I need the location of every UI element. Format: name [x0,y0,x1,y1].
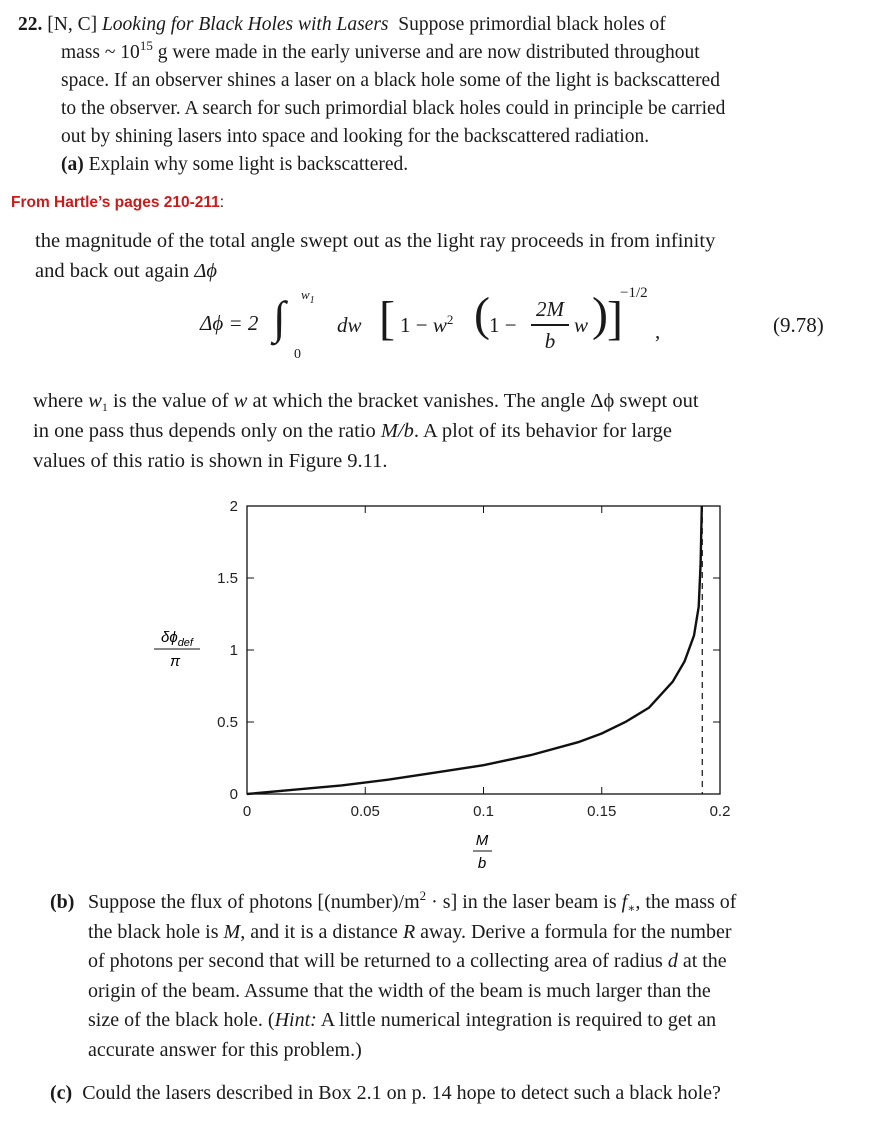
part-b-line-2: the black hole is M, and it is a distance R away. Derive a formula for the number [88,920,732,943]
ylabel-numerator: $\delta\phi_{def}$ [161,629,193,649]
part-b-line-5: size of the black hole. (Hint: A little numerical integration is required to get an [88,1009,717,1031]
problem-line1-tail: Suppose primordial black holes of [398,14,666,35]
problem-line-5: out by shining lasers into space and looking for the backscattered radiation. [61,126,650,147]
problem-body [18,39,878,179]
xlabel-denominator: b [477,855,487,872]
part-b-row [50,888,865,1065]
x-tick-label: 0.15 [587,803,617,820]
problem-line-3: space. If an observer shines a laser on a black hole some of the light is backscattered [61,70,720,91]
integral-lower: 0 [294,347,301,362]
fraction-denominator: b [544,329,556,353]
plot-area [247,506,720,794]
part-c-text: Could the lasers described in Box 2.1 on p. 14 hope to detect such a black hole? [82,1082,721,1104]
part-b-line-3: of photons per second that will be returned to a collecting area of radius d at the [88,950,727,972]
y-tick-label: 0.5 [217,714,238,731]
part-b-body [88,888,865,1065]
part-b-line-1: Suppose the flux of photons $[(number)/m^2 \cdot s]$ in the laser beam is $f_∗$, the mass of [88,888,737,915]
problem-line-1 [18,11,878,39]
problem-line-4: to the observer. A search for such primordial black holes could in principle be carried [61,98,726,119]
y-tick-label: 0 [229,786,238,803]
y-tick-label: 1.5 [217,570,238,587]
x-ticks [243,506,731,820]
equation-9-78 [150,283,850,373]
equation-dw: dw [337,313,362,337]
excerpt-line-1: the magnitude of the total angle swept out as the light ray proceeds in from infinity [35,230,716,252]
bracket-close: ] [607,292,623,345]
part-a-label: (a) [61,154,84,175]
excerpt-after [33,386,838,476]
equation-comma: , [655,319,661,343]
integral-upper: $w_1$ [301,287,315,306]
problem-line-2: mass ~ $10^{15}$ g were made in the early universe and are now distributed throughout [61,38,700,63]
part-b-line-6: accurate answer for this problem.) [88,1038,362,1061]
plot-frame [247,506,720,794]
series-line-deflection [247,506,702,794]
excerpt-line-2: and back out again Δϕ [35,260,218,282]
xlabel-numerator: M [475,832,489,849]
integral-icon: ∫ [273,292,286,343]
problem-statement [18,11,878,179]
part-c-label: (c) [50,1082,73,1104]
part-b-label: (b) [50,891,75,913]
x-tick-label: 0.2 [709,803,731,820]
excerpt-after-line-2: in one pass thus depends only on the ratio M/b. A plot of its behavior for large [33,420,673,442]
source-note-colon: : [219,194,225,211]
source-note-label: From Hartle’s pages 210-211 [11,194,220,211]
x-tick-label: 0 [242,803,252,820]
y-tick-label: 1 [229,642,238,659]
ylabel-denominator: π [169,653,181,670]
bracket-inner: $1 - w^2$ [400,312,454,337]
y-ticks [217,498,720,803]
x-tick-label: 0.05 [350,803,380,820]
paren-open: ( [474,288,490,341]
excerpt-after-line-1: where $w_1$ is the value of w at which the bracket vanishes. The angle Δϕ swept out [33,390,699,414]
excerpt-intro [35,226,855,286]
problem-tags: [N, C] [47,14,98,35]
paren-inner: 1 − [489,313,517,337]
part-a [61,151,878,179]
fraction-bar [531,324,569,326]
deflection-chart [140,490,750,880]
part-c [50,1079,880,1108]
bracket-open: [ [379,292,395,345]
excerpt-after-line-3: values of this ratio is shown in Figure 9.11. [33,450,388,472]
equation-exponent: −1/2 [620,285,648,301]
x-tick-label: 0.1 [473,803,494,820]
part-b-line-4: origin of the beam. Assume that the width of the beam is much larger than the [88,979,711,1002]
y-tick-label: 2 [229,498,238,515]
equation-number: (9.78) [773,313,824,337]
equation-w-end: w [574,313,589,337]
paren-close: ) [592,288,608,341]
fraction-numerator: 2M [536,297,564,321]
part-b [50,888,865,1065]
part-a-text: Explain why some light is backscattered. [88,154,409,175]
problem-number: 22. [18,14,43,35]
equation-lhs: Δϕ = 2 [200,311,259,335]
problem-title: Looking for Black Holes with Lasers [101,14,389,35]
source-note [11,194,224,212]
